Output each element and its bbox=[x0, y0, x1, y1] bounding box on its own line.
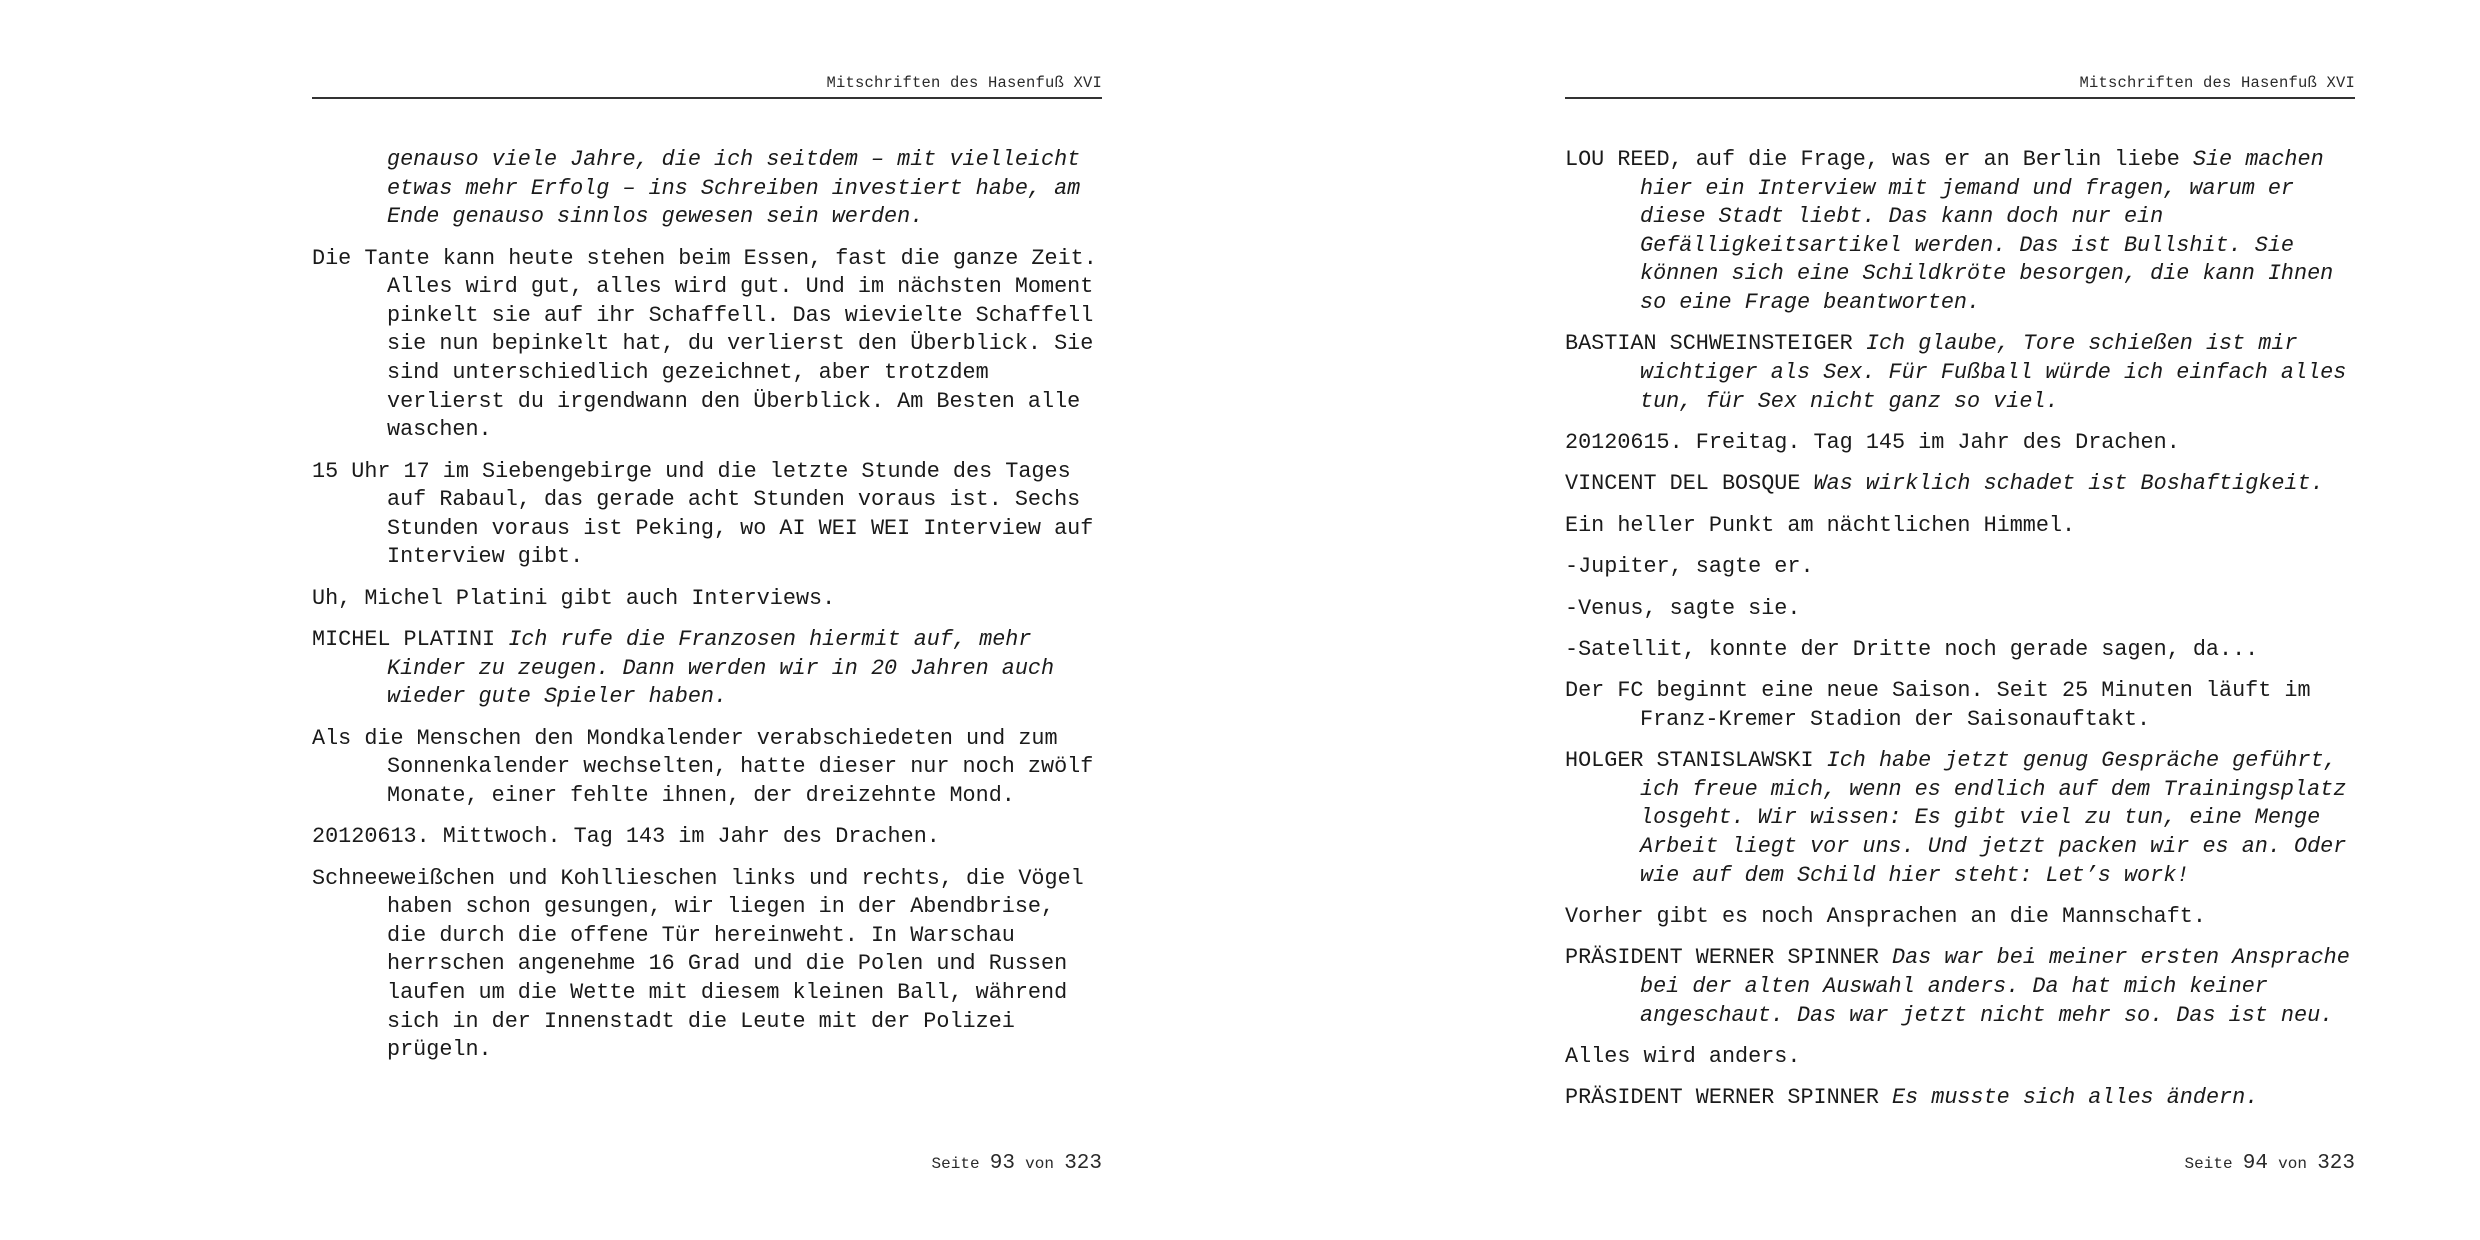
quote-paragraph bbox=[1565, 146, 2355, 318]
paragraph: genauso viele Jahre, die ich seitdem – mit vielleicht etwas mehr Erfolg – ins Schreiben investiert habe, am Ende genauso sinnlos gewesen sein werden. bbox=[387, 147, 1081, 230]
paragraph: Vorher gibt es noch Ansprachen an die Mannschaft. bbox=[1565, 904, 2206, 930]
quote-paragraph bbox=[1565, 330, 2355, 416]
quote-text: Ich glaube, Tore schießen ist mir wichtiger als Sex. Für Fußball würde ich einfach alles tun, für Sex nicht ganz so viel. bbox=[1640, 331, 2347, 414]
page-number: 94 bbox=[2242, 1152, 2268, 1175]
paragraph: Ein heller Punkt am nächtlichen Himmel. bbox=[1565, 512, 2076, 538]
speaker-name: PRÄSIDENT WERNER SPINNER bbox=[1565, 945, 1879, 971]
paragraph: Der FC beginnt eine neue Saison. Seit 25 Minuten läuft im Franz-Kremer Stadion der Saisonauftakt. bbox=[1565, 678, 2311, 732]
quote-text: Was wirklich schadet ist Boshaftigkeit. bbox=[1813, 471, 2324, 497]
quote-text: Sie machen hier ein Interview mit jemand und fragen, warum er diese Stadt liebt. Das kann doch nur ein Gefälligkeitsartikel werden. Das ist Bullshit. Sie können sich eine Schildkröte besorgen, die kann Ihnen so eine Frage beantworten. bbox=[1640, 147, 2334, 315]
quote-paragraph bbox=[1565, 944, 2355, 1030]
speaker-name: HOLGER STANISLAWSKI bbox=[1565, 748, 1814, 774]
quote-paragraph bbox=[1565, 1084, 2355, 1113]
date-line: 20120615. Freitag. Tag 145 im Jahr des Drachen. bbox=[1565, 429, 2180, 455]
page-body bbox=[312, 146, 1102, 1078]
speaker-name: MICHEL PLATINI bbox=[312, 627, 496, 653]
quote-paragraph bbox=[1565, 470, 2355, 499]
quote-text: Es musste sich alles ändern. bbox=[1892, 1085, 2259, 1111]
running-header: Mitschriften des Hasenfuß XVI bbox=[826, 74, 1102, 92]
page-total: 323 bbox=[1064, 1152, 1102, 1175]
page-body bbox=[1565, 146, 2355, 1126]
speaker-name: VINCENT DEL BOSQUE bbox=[1565, 471, 1801, 497]
header-rule bbox=[312, 97, 1102, 99]
page-footer bbox=[1565, 1152, 2355, 1175]
page-footer bbox=[312, 1152, 1102, 1175]
footer-of: von bbox=[1025, 1155, 1054, 1173]
quote-paragraph bbox=[312, 626, 1102, 712]
footer-label: Seite bbox=[931, 1155, 980, 1173]
left-page bbox=[312, 0, 1102, 1240]
paragraph: Alles wird anders. bbox=[1565, 1044, 1801, 1069]
paragraph: 15 Uhr 17 im Siebengebirge und die letzte Stunde des Tages auf Rabaul, das gerade acht Stunden voraus ist. Sechs Stunden voraus ist Peking, wo AI WEI WEI Interview auf Interview gibt. bbox=[312, 458, 1094, 570]
date-line: 20120613. Mittwoch. Tag 143 im Jahr des Drachen. bbox=[312, 824, 940, 850]
speaker-name: PRÄSIDENT WERNER SPINNER bbox=[1565, 1085, 1879, 1111]
paragraph: Uh, Michel Platini gibt auch Interviews. bbox=[312, 585, 836, 611]
right-page bbox=[1565, 0, 2355, 1240]
header-rule bbox=[1565, 97, 2355, 99]
footer-of: von bbox=[2278, 1155, 2307, 1173]
running-header: Mitschriften des Hasenfuß XVI bbox=[2079, 74, 2355, 92]
paragraph: -Venus, sagte sie. bbox=[1565, 595, 1801, 621]
quote-paragraph bbox=[1565, 747, 2355, 890]
paragraph: -Jupiter, sagte er. bbox=[1565, 554, 1814, 580]
paragraph: Die Tante kann heute stehen beim Essen, fast die ganze Zeit. Alles wird gut, alles wird gut. Und im nächsten Moment pinkelt sie auf ihr Schaffell. Das wievielte Schaffell sie nun bepinkelt hat, du verlierst den Überblick. Sie sind unterschiedlich gezeichnet, aber trotzdem verlierst du irgendwann den Überblick. Am Besten alle waschen. bbox=[312, 245, 1097, 443]
page-number: 93 bbox=[989, 1152, 1015, 1175]
quote-text: Das war bei meiner ersten Ansprache bei der alten Auswahl anders. Da hat mich keiner angeschaut. Das war jetzt nicht mehr so. Das ist neu. bbox=[1640, 945, 2350, 1028]
page-total: 323 bbox=[2317, 1152, 2355, 1175]
quote-text: Ich rufe die Franzosen hiermit auf, mehr Kinder zu zeugen. Dann werden wir in 20 Jahren auch wieder gute Spieler haben. bbox=[387, 627, 1055, 710]
paragraph: -Satellit, konnte der Dritte noch gerade sagen, da... bbox=[1565, 636, 2259, 662]
footer-label: Seite bbox=[2184, 1155, 2233, 1173]
paragraph: Schneeweißchen und Kohllieschen links und rechts, die Vögel haben schon gesungen, wir liegen in der Abendbrise, die durch die offene Tür hereinweht. In Warschau herrschen angenehme 16 Grad und die Polen und Russen laufen um die Wette mit diesem kleinen Ball, während sich in der Innenstadt die Leute mit der Polizei prügeln. bbox=[312, 865, 1084, 1063]
quote-text: Ich habe jetzt genug Gespräche geführt, ich freue mich, wenn es endlich auf dem Trainingsplatz losgeht. Wir wissen: Es gibt viel zu tun, eine Menge Arbeit liegt vor uns. Und jetzt packen wir es an. Oder wie auf dem Schild hier steht: Let’s work! bbox=[1640, 748, 2347, 888]
speaker-name: BASTIAN SCHWEINSTEIGER bbox=[1565, 331, 1853, 357]
speaker-name: LOU REED, auf die Frage, was er an Berlin liebe bbox=[1565, 147, 2180, 172]
paragraph: Als die Menschen den Mondkalender verabschiedeten und zum Sonnenkalender wechselten, hatte dieser nur noch zwölf Monate, einer fehlte ihnen, der dreizehnte Mond. bbox=[312, 725, 1094, 808]
